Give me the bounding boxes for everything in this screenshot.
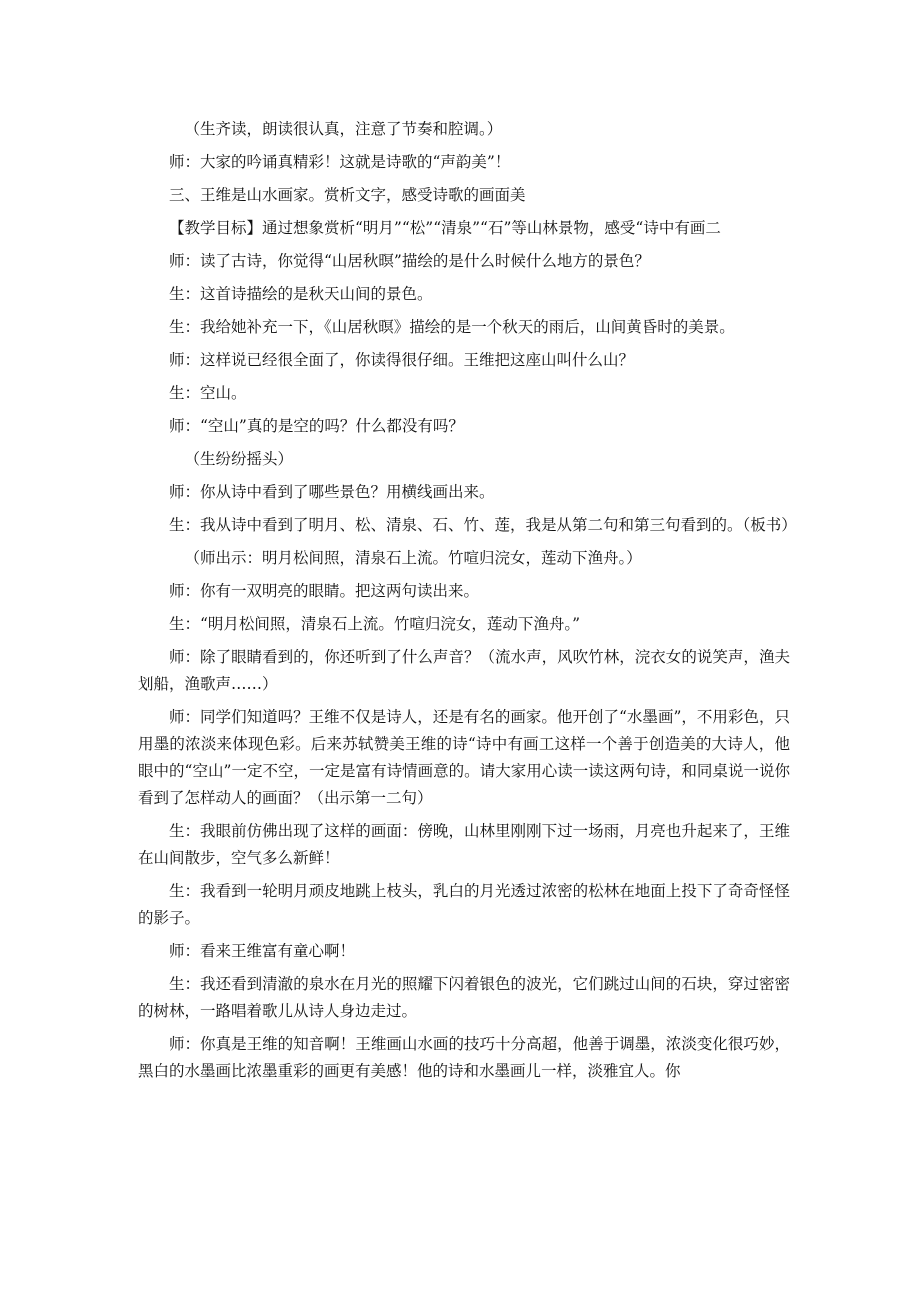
paragraph-teaching-goal: 【教学目标】通过想象赏析“明月”“松”“清泉”“石”等山林景物，感受“诗中有画二 bbox=[169, 219, 721, 237]
paragraph-teacher: 师：除了眼睛看到的，你还听到了什么声音？（流水声，风吹竹林，浣衣女的说笑声，渔夫划船，渔歌声……） bbox=[138, 648, 790, 693]
section-heading: 三、王维是山水画家。赏析文字，感受诗歌的画面美 bbox=[169, 186, 526, 204]
paragraph-stage-direction: （生纷纷摇头） bbox=[184, 450, 294, 468]
paragraph-student: 生：我还看到清澈的泉水在月光的照耀下闪着银色的波光，它们跳过山间的石块，穿过密密的树林，一路唱着歌儿从诗人身边走过。 bbox=[138, 975, 790, 1020]
paragraph-student: 生：空山。 bbox=[169, 384, 247, 402]
paragraph-teacher: 师：读了古诗，你觉得“山居秋暝”描绘的是什么时候什么地方的景色？ bbox=[169, 252, 650, 270]
paragraph-student: 生：我给她补充一下，《山居秋暝》描绘的是一个秋天的雨后，山间黄昏时的美景。 bbox=[169, 318, 735, 336]
paragraph-teacher: 师：大家的吟诵真精彩！这就是诗歌的“声韵美”！ bbox=[169, 153, 511, 171]
paragraph-stage-direction: （师出示：明月松间照，清泉石上流。竹喧归浣女，莲动下渔舟。） bbox=[184, 549, 642, 567]
paragraph-teacher: 师：同学们知道吗？王维不仅是诗人，还是有名的画家。他开创了“水墨画”，不用彩色，只用墨的浓淡来体现色彩。后来苏轼赞美王维的诗“诗中有画工这样一个善于创造美的大诗人，他眼中的“空山”一定不空，一定是富有诗情画意的。请大家用心读一读这两句诗，和同桌说一说你看到了怎样动人的画面？（出示第一二句） bbox=[138, 708, 790, 807]
paragraph-teacher: 师：看来王维富有童心啊！ bbox=[169, 942, 356, 960]
paragraph-student: 生：我从诗中看到了明月、松、清泉、石、竹、莲，我是从第二句和第三句看到的。（板书） bbox=[169, 516, 797, 534]
paragraph-student: 生：我眼前仿佛出现了这样的画面：傍晚，山林里刚刚下过一场雨，月亮也升起来了，王维在山间散步，空气多么新鲜！ bbox=[138, 822, 790, 867]
paragraph-teacher: 师：你有一双明亮的眼睛。把这两句读出来。 bbox=[169, 582, 480, 600]
document-body bbox=[138, 116, 797, 1091]
paragraph-stage-direction: （生齐读，朗读很认真，注意了节奏和腔调。） bbox=[184, 120, 503, 138]
paragraph-student: 生：“明月松间照，清泉石上流。竹喧归浣女，莲动下渔舟。” bbox=[169, 615, 581, 633]
paragraph-student: 生：这首诗描绘的是秋天山间的景色。 bbox=[169, 285, 433, 303]
paragraph-student: 生：我看到一轮明月顽皮地跳上枝头，乳白的月光透过浓密的松林在地面上投下了奇奇怪怪的影子。 bbox=[138, 882, 790, 927]
paragraph-teacher: 师：这样说已经很全面了，你读得很仔细。王维把这座山叫什么山？ bbox=[169, 351, 635, 369]
paragraph-teacher: 师：你从诗中看到了哪些景色？用横线画出来。 bbox=[169, 483, 495, 501]
paragraph-teacher: 师：你真是王维的知音啊！王维画山水画的技巧十分高超，他善于调墨，浓淡变化很巧妙，黑白的水墨画比浓墨重彩的画更有美感！他的诗和水墨画儿一样，淡雅宜人。你 bbox=[138, 1035, 790, 1080]
paragraph-teacher: 师：“空山”真的是空的吗？什么都没有吗？ bbox=[169, 417, 464, 435]
